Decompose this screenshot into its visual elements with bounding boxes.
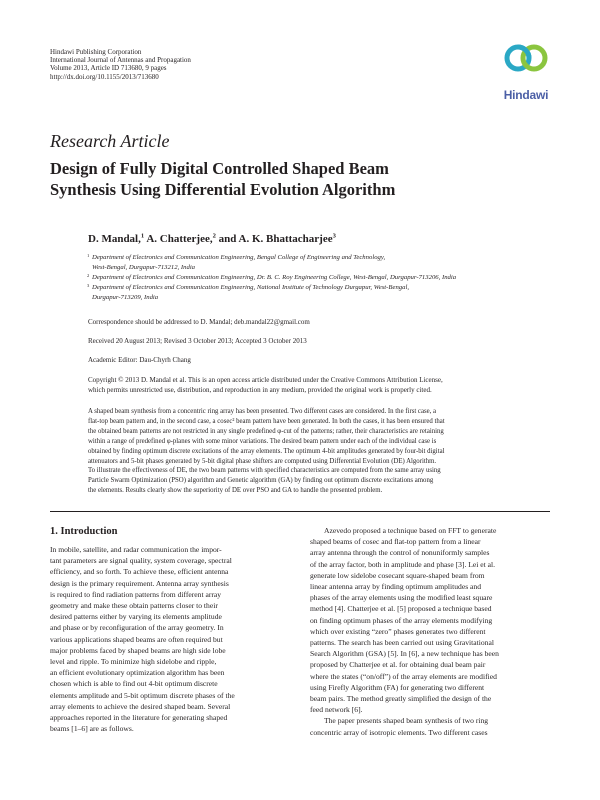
author-affil-mark: 1 <box>140 232 145 240</box>
affiliation-line: Department of Electronics and Communication Engineering, Bengal College of Engineering and Technology, <box>92 254 386 261</box>
body-text-line: linear antenna array by finding optimum amplitudes and <box>310 582 482 592</box>
article-type: Research Article <box>50 131 170 151</box>
body-text-line: feed network [6]. <box>310 705 363 715</box>
body-text-line: various applications shaped beams are often required but <box>50 634 223 644</box>
body-text-line: is required to find radiation patterns from different array <box>50 589 222 599</box>
body-text-line: method [4]. Chatterjee et al. [5] proposed a technique based <box>310 604 492 614</box>
affiliation-number: 3 <box>87 283 90 288</box>
body-text-line: desired patterns either by varying its elements amplitude <box>50 612 222 622</box>
doi-link[interactable]: http://dx.doi.org/10.1155/2013/713680 <box>50 72 159 81</box>
section-heading: 1. Introduction <box>50 526 118 537</box>
paper-title <box>50 158 550 200</box>
body-text-line: approaches reported in the literature for generating shaped <box>50 713 228 723</box>
body-text-line: shaped beams of cosec and flat-top pattern from a linear <box>310 537 481 547</box>
body-text-line: Azevedo proposed a technique based on FFT to generate <box>324 526 497 535</box>
correspondence: Correspondence should be addressed to D. Mandal; deb.mandal22@gmail.com <box>88 318 310 326</box>
body-text-line: generate low sidelobe cosecant square-shaped beam from <box>310 570 485 580</box>
right-column-body <box>310 525 553 738</box>
body-text-line: concentric array of isotropic elements. Two different cases <box>310 727 488 737</box>
copyright-notice <box>88 376 550 396</box>
body-text-line: In mobile, satellite, and radar communication the impor- <box>50 545 222 554</box>
left-column-body <box>50 544 293 734</box>
author-name: A. Chatterjee, <box>144 233 213 245</box>
body-text-line: where the states (“on/off”) of the array elements are modified <box>310 671 497 681</box>
author-affil-mark: 3 <box>332 232 336 240</box>
abstract-line: obtained by finding optimum discrete excitations of the array elements. The optimum 4-bit amplitudes generated by four-bit digital <box>88 447 445 455</box>
body-text-line: The paper presents shaped beam synthesis of two ring <box>324 716 489 726</box>
body-text-line: beam pairs. The method greatly simplified the design of the <box>310 694 492 704</box>
copyright-line: which permits unrestricted use, distribution, and reproduction in any medium, provided the original work is properly cited. <box>88 385 432 394</box>
abstract-line: A shaped beam synthesis from a concentric ring array has been presented. Two different cases are considered. In the first case, a <box>88 408 437 415</box>
body-text-line: geometry and make these obtain patterns closer to their <box>50 601 218 611</box>
author-name: and A. K. Bhattacharjee <box>215 233 333 245</box>
abstract-line: Particle Swarm Optimization (PSO) algorithm and Genetic algorithm (GA) by finding out optimum discrete excitations among <box>88 477 434 485</box>
body-text-line: elements amplitude and 5-bit optimum discrete phases of the <box>50 690 235 700</box>
abstract-line: within a range of predefined φ-planes with some minor variations. The desired beam pattern under each of the individual case is <box>88 437 437 445</box>
left-column <box>50 525 293 734</box>
affiliations <box>88 253 558 303</box>
affiliation-line: Department of Electronics and Communication Engineering, National Institute of Technology Durgapur, West-Bengal, <box>92 284 410 291</box>
body-text-line: patterns. The search has been carried out using Gravitational <box>310 638 494 648</box>
affiliation-item <box>88 283 558 303</box>
received-dates: Received 20 August 2013; Revised 3 October 2013; Accepted 3 October 2013 <box>88 337 307 345</box>
affiliation-number: 1 <box>87 253 90 258</box>
academic-editor: Academic Editor: Dau-Chyrh Chang <box>88 356 191 364</box>
body-text-line: major problems faced by shaped beams are high side lobe <box>50 645 226 655</box>
volume-info: Volume 2013, Article ID 713680, 9 pages <box>50 64 167 73</box>
affiliation-line: Durgapur-713209, India <box>92 294 159 301</box>
body-text-line: level and ripple. To minimize high sidelobe and ripple, <box>50 657 217 667</box>
body-text-line: Search Algorithm (GSA) [5]. In [6], a new technique has been <box>310 649 499 659</box>
abstract-line: the elements. Results clearly show the superiority of DE over PSO and GA to handle the presented problem. <box>88 487 383 495</box>
body-text-line: tant parameters are signal quality, system coverage, spectral <box>50 556 232 566</box>
body-text-line: proposed by Chatterjee et al. for obtaining dual beam pair <box>310 660 486 670</box>
abstract <box>88 407 550 496</box>
body-text-line: which over existing “zero” phases generates two different <box>310 626 486 636</box>
body-text-line: of the array factor, both in amplitude and phase [3]. Lei et al. <box>310 559 496 569</box>
affiliation-line: Department of Electronics and Communication Engineering, Dr. B. C. Roy Engineering College, West-Bengal, Durgapur-713206, India <box>92 274 457 281</box>
body-text-line: on finding optimum phases of the array elements modifying <box>310 615 493 625</box>
hindawi-rings-icon <box>497 38 555 88</box>
journal-header <box>50 48 350 81</box>
body-text-line: an efficient evolutionary optimization algorithm has been <box>50 668 225 678</box>
affiliation-item <box>88 273 558 283</box>
body-text-line: phases of the array elements using the modified least square <box>310 593 493 603</box>
affiliation-number: 2 <box>87 273 90 278</box>
body-text-line: efficiency, and so forth. To achieve these, efficient antenna <box>50 567 229 577</box>
hindawi-logo <box>497 38 555 104</box>
body-text-line: array antenna through the control of nonuniformly samples <box>310 548 490 558</box>
author-list <box>88 233 336 245</box>
title-line: Synthesis Using Differential Evolution Algorithm <box>50 180 396 199</box>
body-text-line: chosen which is able to find out 4-bit optimum discrete <box>50 679 218 689</box>
publisher-name: Hindawi Publishing Corporation <box>50 48 142 56</box>
affiliation-item <box>88 253 558 273</box>
journal-name: International Journal of Antennas and Propagation <box>50 56 191 65</box>
logo-text: Hindawi <box>503 88 549 102</box>
abstract-line: flat-top beam pattern and, in the second case, a cosec² beam pattern have been generated. In both the cases, it has been ensured that <box>88 417 445 425</box>
body-text-line: using Firefly Algorithm (FA) for generating two different <box>310 682 485 692</box>
abstract-line: the obtained beam patterns are not restricted in any single predefined φ-cut of the patterns; rather, their characteristics are retaining <box>88 427 444 435</box>
affiliation-line: West-Bengal, Durgapur-713212, India <box>92 264 196 271</box>
body-text-line: and phase or by reconfiguration of the array geometry. In <box>50 623 224 633</box>
body-text-line: beams [1–6] are as follows. <box>50 724 134 734</box>
copyright-line: Copyright © 2013 D. Mandal et al. This is an open access article distributed under the Creative Commons Attribution License, <box>88 376 443 384</box>
author-name: D. Mandal, <box>88 233 141 245</box>
abstract-line: attenuators and 5-bit phases generated by 5-bit digital phase shifters are computed using Differential Evolution (DE) Algorithm. <box>88 457 437 465</box>
author-affil-mark: 2 <box>212 232 216 240</box>
body-text-line: array elements to achieve the desired shaped beam. Several <box>50 701 231 711</box>
body-text-line: design is the primary requirement. Antenna array synthesis <box>50 578 229 588</box>
section-divider <box>50 511 550 512</box>
abstract-line: To illustrate the effectiveness of DE, the two beam patterns with specified characteristics are computed from the same array using <box>88 467 441 475</box>
right-column <box>310 525 553 738</box>
title-line: Design of Fully Digital Controlled Shaped Beam <box>50 159 389 178</box>
